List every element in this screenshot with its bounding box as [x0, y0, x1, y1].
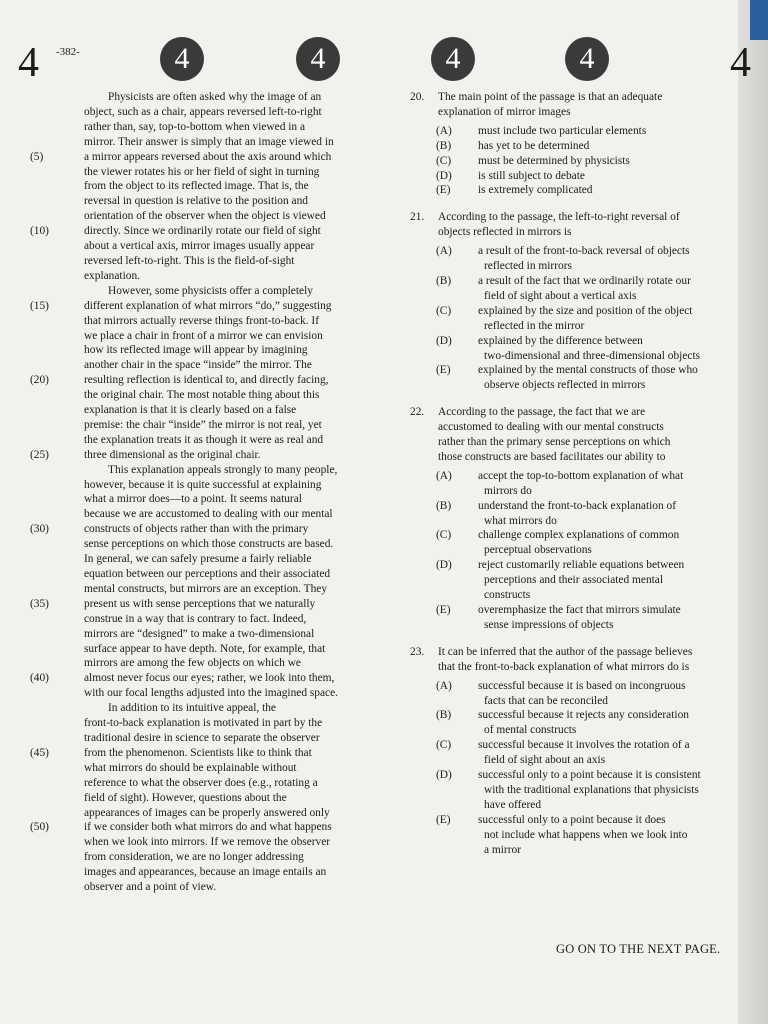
passage-line: [20, 478, 366, 493]
page-edge: [738, 0, 768, 1024]
passage-line: [20, 686, 366, 701]
section-badge: 4: [565, 37, 609, 81]
choice-text: mirrors do: [484, 484, 532, 497]
passage-text: different explanation of what mirrors “do,” suggesting: [84, 299, 332, 312]
choice-text: must be determined by physicists: [478, 154, 630, 167]
passage-line: [20, 358, 366, 373]
next-page-notice: GO ON TO THE NEXT PAGE.: [556, 942, 721, 956]
line-number: (15): [30, 299, 49, 312]
choice-text: reflected in the mirror: [484, 319, 585, 332]
passage-line: [20, 90, 366, 105]
answer-choice[interactable]: [410, 154, 730, 169]
passage-line: [20, 284, 366, 299]
passage-text: from the object to its reflected image. That is, the: [84, 180, 309, 193]
passage-line: [20, 209, 366, 224]
passage-text: mirror. Their answer is simply that an image viewed in: [84, 135, 334, 148]
choice-text: with the traditional explanations that physicists: [484, 783, 699, 796]
choice-text: a result of the front-to-back reversal of objects: [478, 245, 690, 258]
choice-letter: (C): [436, 304, 452, 317]
question-list: [410, 90, 730, 870]
passage-text: what a mirror does—to a point. It seems natural: [84, 493, 302, 506]
question-stem-line: that the front-to-back explanation of what mirrors do is: [438, 660, 690, 673]
choice-text: facts that can be reconciled: [484, 694, 608, 707]
passage-text: mirrors are among the few objects on which we: [84, 657, 301, 670]
passage-text: traditional desire in science to separate the observer: [84, 731, 320, 744]
passage-text: front-to-back explanation is motivated in part by the: [84, 717, 323, 730]
passage-text: from the phenomenon. Scientists like to think that: [84, 746, 312, 759]
question: [410, 210, 730, 393]
choice-text: field of sight about a vertical axis: [484, 289, 637, 302]
choice-text: is extremely complicated: [478, 184, 593, 197]
passage-text: In general, we can safely presume a fairly reliable: [84, 553, 312, 566]
passage-line: [20, 746, 366, 761]
choice-text: have offered: [484, 798, 542, 811]
passage-text: Physicists are often asked why the image of an: [108, 91, 322, 103]
question-number: 23.: [410, 645, 425, 658]
section-number: 4: [18, 40, 39, 86]
question-stem-line: objects reflected in mirrors is: [438, 226, 572, 239]
passage-line: [20, 835, 366, 850]
passage-text: what mirrors do should be explainable without: [84, 761, 297, 774]
choice-letter: (A): [436, 679, 452, 692]
passage-line: [20, 373, 366, 388]
passage-text: how its reflected image will appear by imagining: [84, 344, 308, 357]
passage-text: present us with sense perceptions that we naturally: [84, 597, 316, 610]
answer-choice[interactable]: [410, 738, 730, 768]
choice-letter: (D): [436, 769, 452, 782]
line-number: (45): [30, 746, 49, 759]
reading-passage: [20, 90, 366, 895]
question-number: 22.: [410, 406, 425, 419]
passage-line: [20, 492, 366, 507]
choice-text: understand the front-to-back explanation of: [478, 499, 677, 512]
passage-text: that mirrors actually reverse things front-to-back. If: [84, 314, 320, 327]
line-number: (10): [30, 225, 49, 238]
passage-text: equation between our perceptions and their associated: [84, 568, 331, 580]
passage-line: [20, 507, 366, 522]
choice-text: explained by the size and position of the object: [478, 304, 693, 317]
question-stem-line: According to the passage, the fact that we are: [438, 406, 646, 419]
choice-letter: (B): [436, 499, 452, 512]
choice-text: sense impressions of objects: [484, 618, 614, 631]
passage-text: premise: the chair “inside” the mirror is not real, yet: [84, 418, 322, 431]
answer-choice[interactable]: [410, 363, 730, 393]
answer-choice[interactable]: [410, 499, 730, 529]
passage-line: [20, 567, 366, 582]
passage-line: [20, 656, 366, 671]
choice-text: perceptual observations: [484, 544, 592, 557]
passage-text: images and appearances, because an image entails an: [84, 866, 327, 879]
section-badge: 4: [296, 37, 340, 81]
passage-line: [20, 552, 366, 567]
passage-text: reversal in question is relative to the position and: [84, 195, 308, 208]
choice-text: must include two particular elements: [478, 124, 647, 137]
passage-text: the explanation treats it as though it were as real and: [84, 433, 324, 446]
line-number: (50): [30, 821, 49, 834]
choice-letter: (C): [436, 154, 452, 167]
line-number: (20): [30, 374, 49, 387]
passage-text: resulting reflection is identical to, and directly facing,: [84, 374, 329, 387]
passage-line: [20, 448, 366, 463]
passage-line: [20, 463, 366, 478]
line-number: (40): [30, 672, 49, 685]
passage-line: [20, 239, 366, 254]
passage-line: [20, 299, 366, 314]
choice-text: challenge complex explanations of common: [478, 529, 680, 542]
passage-line: [20, 254, 366, 269]
passage-text: In addition to its intuitive appeal, the: [108, 702, 276, 715]
passage-line: [20, 806, 366, 821]
passage-line: [20, 135, 366, 150]
choice-letter: (A): [436, 124, 452, 137]
passage-text: we place a chair in front of a mirror we can envision: [84, 329, 323, 342]
question: [410, 645, 730, 858]
passage-line: [20, 627, 366, 642]
passage-line: [20, 329, 366, 344]
choice-text: successful only to a point because it does: [478, 813, 666, 826]
passage-text: with our focal lengths adjusted into the imagined space.: [84, 687, 339, 700]
line-number: (25): [30, 448, 49, 461]
choice-letter: (A): [436, 245, 452, 258]
choice-text: successful because it is based on incongruous: [478, 679, 686, 692]
answer-choice[interactable]: [410, 244, 730, 274]
passage-text: sense perceptions on which those constructs are based.: [84, 538, 334, 551]
answer-choice[interactable]: [410, 558, 730, 603]
answer-choice[interactable]: [410, 274, 730, 304]
choice-letter: (D): [436, 169, 452, 182]
passage-text: reference to what the observer does (e.g., rotating a: [84, 776, 318, 789]
choice-text: observe objects reflected in mirrors: [484, 379, 646, 392]
passage-text: from consideration, we are no longer addressing: [84, 851, 304, 864]
passage-text: mirrors are “designed” to make a two-dimensional: [84, 627, 315, 640]
page-number: -382-: [56, 46, 80, 58]
question: [410, 90, 730, 198]
line-number: (30): [30, 523, 49, 536]
choice-text: successful because it involves the rotation of a: [478, 739, 690, 752]
passage-line: [20, 343, 366, 358]
question-stem: [410, 210, 730, 240]
choice-text: successful because it rejects any consideration: [478, 709, 689, 722]
answer-choice[interactable]: [410, 708, 730, 738]
choice-text: reject customarily reliable equations between: [478, 559, 685, 572]
choice-text: explained by the mental constructs of those who: [478, 364, 698, 377]
choice-text: a mirror: [484, 843, 522, 856]
passage-text: three dimensional as the original chair.: [84, 448, 261, 461]
choice-text: explained by the difference between: [478, 334, 643, 347]
choice-text: has yet to be determined: [478, 139, 590, 152]
passage-line: [20, 105, 366, 120]
passage-line: [20, 716, 366, 731]
choice-text: accept the top-to-bottom explanation of what: [478, 469, 684, 482]
choice-letter: (C): [436, 529, 452, 542]
passage-line: [20, 820, 366, 835]
passage-line: [20, 612, 366, 627]
choice-letter: (C): [436, 739, 452, 752]
choice-letter: (D): [436, 334, 452, 347]
passage-line: [20, 537, 366, 552]
choice-letter: (E): [436, 813, 451, 826]
choice-letter: (B): [436, 274, 452, 287]
passage-line: [20, 671, 366, 686]
passage-text: another chair in the space “inside” the mirror. The: [84, 359, 312, 372]
passage-line: [20, 642, 366, 657]
section-badge: 4: [431, 37, 475, 81]
question-stem-line: accustomed to dealing with our mental constructs: [438, 421, 664, 434]
answer-choice[interactable]: [410, 469, 730, 499]
passage-text: This explanation appeals strongly to many people,: [108, 463, 338, 476]
answer-choice[interactable]: [410, 304, 730, 334]
passage-text: because we are accustomed to dealing with our mental: [84, 508, 333, 521]
answer-choice[interactable]: [410, 334, 730, 364]
page-edge-tab: [750, 0, 768, 40]
passage-text: if we consider both what mirrors do and what happens: [84, 821, 332, 834]
passage-text: observer and a point of view.: [84, 881, 217, 894]
passage-line: [20, 761, 366, 776]
passage-line: [20, 150, 366, 165]
answer-choice[interactable]: [410, 169, 730, 184]
passage-line: [20, 388, 366, 403]
passage-text: constructs of objects rather than with the primary: [84, 523, 309, 536]
passage-line: [20, 880, 366, 895]
passage-text: explanation is that it is clearly based on a false: [84, 404, 297, 417]
passage-text: about a vertical axis, mirror images usually appear: [84, 240, 315, 253]
choice-text: is still subject to debate: [478, 169, 585, 182]
choice-letter: (A): [436, 469, 452, 482]
passage-line: [20, 179, 366, 194]
passage-text: However, some physicists offer a completely: [108, 284, 313, 297]
passage-text: directly. Since we ordinarily rotate our field of sight: [84, 225, 321, 238]
choice-text: not include what happens when we look into: [484, 828, 688, 841]
question-stem-line: According to the passage, the left-to-right reversal of: [438, 211, 680, 224]
passage-line: [20, 418, 366, 433]
line-number: (35): [30, 597, 49, 610]
choice-letter: (B): [436, 709, 452, 722]
choice-text: successful only to a point because it is consistent: [478, 769, 701, 782]
passage-text: rather than, say, top-to-bottom when viewed in a: [84, 120, 305, 133]
passage-line: [20, 776, 366, 791]
passage-text: the original chair. The most notable thing about this: [84, 389, 320, 402]
passage-line: [20, 269, 366, 284]
answer-choice[interactable]: [410, 139, 730, 154]
question: [410, 405, 730, 633]
passage-text: a mirror appears reversed about the axis around which: [84, 150, 332, 163]
section-number-right: 4: [730, 40, 751, 86]
passage-text: object, such as a chair, appears reversed left-to-right: [84, 105, 322, 118]
choice-text: two-dimensional and three-dimensional objects: [484, 349, 701, 362]
passage-text: however, because it is quite successful at explaining: [84, 478, 322, 491]
passage-text: the viewer rotates his or her field of sight in turning: [84, 165, 320, 178]
choice-letter: (E): [436, 184, 451, 197]
choice-text: what mirrors do: [484, 514, 557, 527]
passage-line: [20, 582, 366, 597]
passage-line: [20, 522, 366, 537]
choice-text: overemphasize the fact that mirrors simulate: [478, 604, 681, 616]
passage-text: construe in a way that is contrary to fact. Indeed,: [84, 612, 307, 625]
choice-text: field of sight about an axis: [484, 754, 606, 767]
answer-choice[interactable]: [410, 679, 730, 709]
question-stem: [410, 645, 730, 675]
answer-choice[interactable]: [410, 183, 730, 198]
choice-text: of mental constructs: [484, 724, 577, 737]
choice-text: a result of the fact that we ordinarily rotate our: [478, 274, 691, 287]
question-stem-line: The main point of the passage is that an adequate: [438, 91, 663, 103]
answer-choice[interactable]: [410, 603, 730, 633]
choice-letter: (E): [436, 604, 451, 616]
question-stem-line: rather than the primary sense perceptions on which: [438, 436, 671, 449]
passage-text: almost never focus our eyes; rather, we look into them,: [84, 672, 335, 685]
answer-choice[interactable]: [410, 124, 730, 139]
question-number: 20.: [410, 91, 425, 103]
passage-line: [20, 850, 366, 865]
question-stem-line: It can be inferred that the author of the passage believes: [438, 645, 693, 658]
choice-letter: (D): [436, 559, 452, 572]
passage-line: [20, 120, 366, 135]
passage-line: [20, 865, 366, 880]
passage-line: [20, 165, 366, 180]
passage-line: [20, 403, 366, 418]
choice-text: constructs: [484, 589, 531, 602]
passage-line: [20, 597, 366, 612]
choice-text: perceptions and their associated mental: [484, 574, 664, 587]
answer-choice[interactable]: [410, 768, 730, 813]
passage-text: orientation of the observer when the object is viewed: [84, 210, 326, 223]
passage-line: [20, 224, 366, 239]
passage-line: [20, 731, 366, 746]
passage-line: [20, 194, 366, 209]
passage-line: [20, 314, 366, 329]
question-stem-line: explanation of mirror images: [438, 105, 571, 118]
question-stem: [410, 90, 730, 120]
question-stem: [410, 405, 730, 465]
passage-text: surface appear to have depth. Note, for example, that: [84, 642, 326, 655]
passage-text: appearances of images can be properly answered only: [84, 806, 330, 819]
passage-line: [20, 433, 366, 448]
question-stem-line: those constructs are based facilitates our ability to: [438, 450, 666, 463]
passage-line: [20, 701, 366, 716]
passage-text: mental constructs, but mirrors are an exception. They: [84, 582, 328, 595]
choice-letter: (B): [436, 139, 452, 152]
passage-text: reversed left-to-right. This is the field-of-sight: [84, 254, 295, 267]
passage-line: [20, 791, 366, 806]
answer-choice[interactable]: [410, 528, 730, 558]
section-badge: 4: [160, 37, 204, 81]
line-number: (5): [30, 150, 44, 163]
passage-text: field of sight). However, questions about the: [84, 791, 287, 804]
answer-choice[interactable]: [410, 813, 730, 858]
question-number: 21.: [410, 211, 425, 224]
choice-text: reflected in mirrors: [484, 260, 572, 273]
passage-text: explanation.: [84, 269, 140, 282]
passage-text: when we look into mirrors. If we remove the observer: [84, 836, 331, 849]
choice-letter: (E): [436, 364, 451, 377]
